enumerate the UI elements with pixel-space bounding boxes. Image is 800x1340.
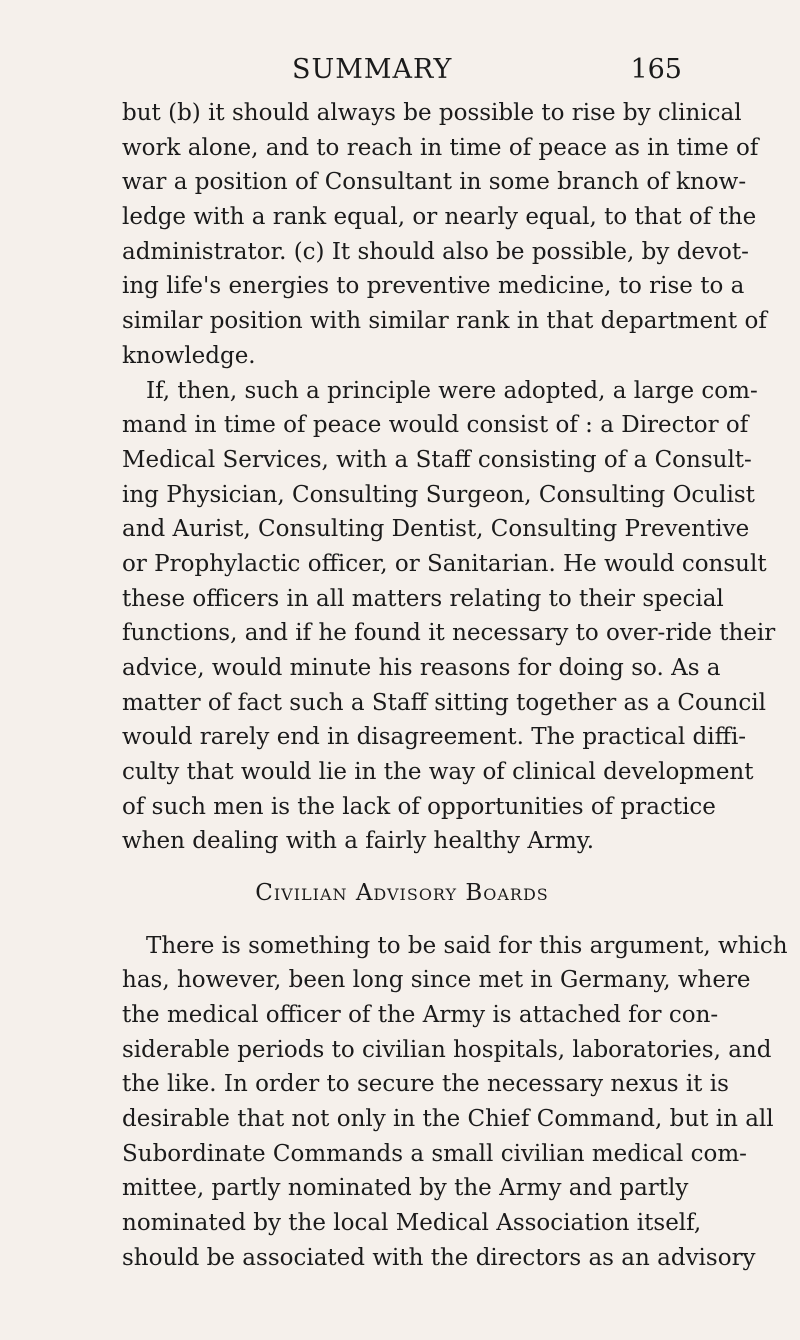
text-line: ing Physician, Consulting Surgeon, Consulting Oculist: [122, 481, 755, 508]
text-line: knowledge.: [122, 342, 256, 369]
text-line: war a position of Consultant in some branch of know-: [122, 169, 747, 196]
page-number: 165: [630, 54, 682, 85]
paragraph-1: [122, 96, 767, 374]
text-line: and Aurist, Consulting Dentist, Consulting Preventive: [122, 516, 750, 543]
text-line: matter of fact such a Staff sitting together as a Council: [122, 689, 767, 716]
paragraph-2: [122, 374, 776, 860]
text-line: these officers in all matters relating to their special: [122, 585, 724, 612]
text-line: mand in time of peace would consist of : a Director of: [122, 412, 749, 439]
text-line: functions, and if he found it necessary to over-ride their: [122, 620, 776, 647]
text-line: nominated by the local Medical Association itself,: [122, 1210, 702, 1237]
text-line: the like. In order to secure the necessary nexus it is: [122, 1071, 729, 1098]
paragraph-3: [122, 929, 788, 1276]
text-line: when dealing with a fairly healthy Army.: [122, 828, 595, 855]
text-line: ledge with a rank equal, or nearly equal, to that of the: [122, 204, 757, 231]
text-line: mittee, partly nominated by the Army and partly: [122, 1175, 689, 1202]
text-line: of such men is the lack of opportunities of practice: [122, 793, 716, 820]
text-line: administrator. (c) It should also be possible, by devot-: [122, 238, 749, 265]
text-line: Subordinate Commands a small civilian medical com-: [122, 1140, 747, 1167]
text-line: Medical Services, with a Staff consisting of a Consult-: [122, 446, 752, 473]
text-line: If, then, such a principle were adopted, a large com-: [146, 377, 758, 404]
body-text: [122, 96, 788, 1275]
running-head: [122, 50, 682, 90]
text-line: There is something to be said for this argument, which: [146, 932, 788, 959]
text-line: work alone, and to reach in time of peace as in time of: [122, 134, 759, 161]
text-line: would rarely end in disagreement. The practical diffi-: [122, 724, 747, 751]
text-line: culty that would lie in the way of clinical development: [122, 759, 754, 786]
text-line: similar position with similar rank in that department of: [122, 308, 767, 335]
text-line: should be associated with the directors as an advisory: [122, 1244, 756, 1271]
text-line: advice, would minute his reasons for doing so. As a: [122, 655, 721, 681]
text-line: or Prophylactic officer, or Sanitarian. He would consult: [122, 550, 767, 577]
text-line: but (b) it should always be possible to rise by clinical: [122, 100, 742, 126]
section-heading: Civilian Advisory Boards: [255, 880, 549, 907]
text-line: has, however, been long since met in Germany, where: [122, 967, 751, 994]
text-line: ing life's energies to preventive medicine, to rise to a: [122, 273, 745, 300]
text-line: siderable periods to civilian hospitals, laboratories, and: [122, 1036, 772, 1063]
text-line: desirable that not only in the Chief Command, but in all: [122, 1105, 774, 1132]
text-line: the medical officer of the Army is attached for con-: [122, 1001, 719, 1028]
running-title: SUMMARY: [292, 54, 453, 85]
